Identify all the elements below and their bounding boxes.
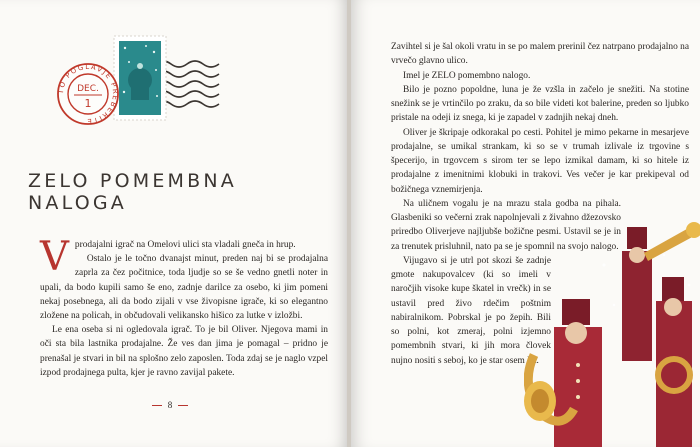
paragraph-2: Ostalo je le točno dvanajst minut, preden naj bi se prodajalna zaprla za čez počitnice, toda ljudje so se še vedno gnetli noter in upali, da bodo kupili samo še eno, zadnje darilce za osebo, ki jim pomeni nekaj posebnega, ali da bodo zijali v vse živopisne igrače, ki so elegantno zložene na policah, in občudovali velikansko hišico za lutke v izložbi. — [40, 254, 328, 322]
paragraph-3: Le ena oseba si ni ogledovala igrač. To je bil Oliver. Njegova mami in oči sta bila lastnika prodajalne. Že ves dan jima je pomagal – pridno je prenašal je stvari in bil na splošno zelo zaposlen. Toda zdaj se je naglo vzpel izpod prodajnega pulta, kjer je ravno zavijal pakete. — [40, 325, 328, 378]
left-body-text — [40, 234, 328, 380]
right-page — [351, 0, 700, 447]
postmark-month: DEC. — [77, 84, 99, 94]
paragraph-1: Vprodajalni igrač na Omelovi ulici sta vladali gneča in hrup. — [40, 234, 296, 280]
paragraph-4: Zavihtel si je šal okoli vratu in se po malem prerinil čez natrpano prodajalno na vrvečo glavno ulico. — [391, 42, 689, 67]
teal-stamp-icon — [114, 36, 166, 120]
drop-cap: V — [40, 234, 69, 280]
red-postmark-icon — [57, 63, 119, 125]
musician-right-icon — [656, 277, 692, 447]
paragraph-6: Bilo je pozno popoldne, luna je že vzšla in začelo je snežiti. Na stotine snežink se je vrtinčilo po zraku, da so bile videti kot balerine, preden so ljubko pristale na odeji iz snega, ki je zapadel v zadnjih nekaj dneh. — [391, 84, 689, 124]
postmark-ring-text: TO POGLAVJE PREBERITE — [56, 62, 120, 126]
paragraph-7: Oliver je škripaje odkorakal po cesti. Pohitel je mimo pekarne in mesarjeve prodajalne, se umikal strankam, ki so se v trumah izlivale iz trgovine s špecerijo, in trgovcem s sirom ter se lepo izmikal damam, ki so hitele iz prodajalne z imenitnimi klobuki in trakovi. Ves večer je kar prekipeval od božičnega vznemirjenja. — [391, 127, 689, 195]
left-page — [0, 0, 349, 447]
stamp-postmark-illustration — [30, 22, 230, 142]
postmark-day: 1 — [84, 97, 92, 110]
chapter-title: ZELO POMEMBNA NALOGA — [28, 170, 237, 214]
musician-front-icon — [524, 299, 602, 447]
paragraph-8: Na uličnem vogalu je na mrazu stala godba na pihala. Glasbeniki so večerni zrak napolnjevali z živahno džezovsko priredbo Oliverjeve najljubše božične pesmi. Ustavil se je in za trenutek prisluhnil, nato pa se je spomnil na svojo nalogo. — [391, 198, 621, 252]
paragraph-9: Vijugavo si je utrl pot skozi še zadnje gmote nakupovalcev (ki so imeli v naročjih visoke kupe škatel in vrečk) in se ustavil pred živo rdečim poštnim nabiralnikom. Pobrskal je po žepih. Bili so polni, kot zmeraj, polni izjemno pomembnih stvari, ki jih mora človek nujno nositi s seboj, ko je star osem let. — [391, 255, 551, 366]
paragraph-5: Imel je ZELO pomembno nalogo. — [403, 70, 531, 81]
brass-band-illustration — [524, 205, 700, 447]
page-number: 8 — [135, 400, 205, 410]
